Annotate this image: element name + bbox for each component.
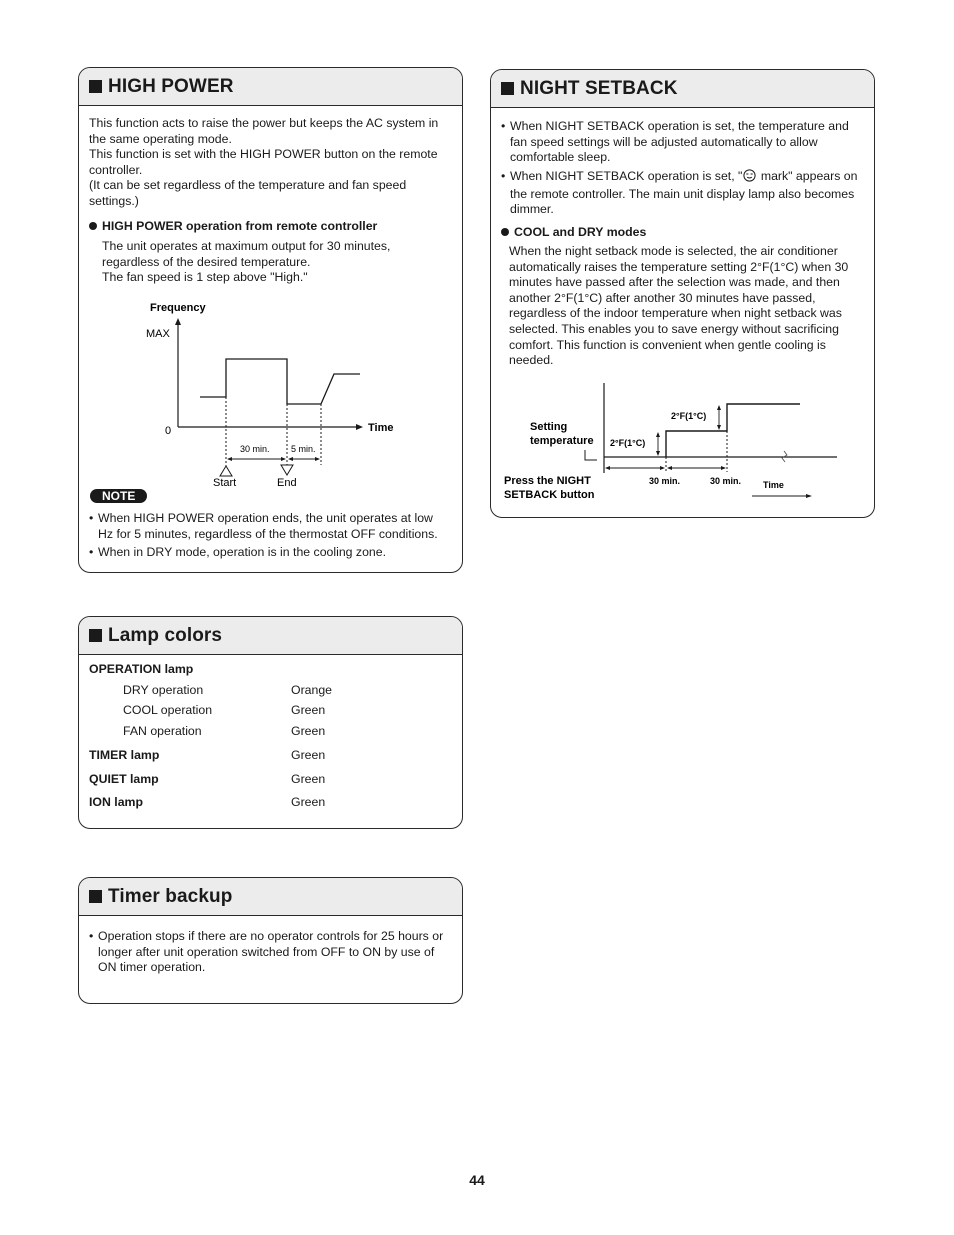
step1-up-arrowhead-icon xyxy=(656,432,660,437)
square-bullet-icon xyxy=(89,629,102,642)
note-badge: NOTE xyxy=(90,489,147,503)
setting-label-1: Setting xyxy=(530,421,568,433)
dur2-right-arrowhead-icon xyxy=(721,466,726,470)
bullet-icon: • xyxy=(89,545,94,559)
night-setback-header xyxy=(491,70,874,108)
timer-backup-panel xyxy=(78,877,463,1004)
frequency-line xyxy=(200,359,360,404)
chart-end-label: End xyxy=(277,477,297,489)
time-arrowhead-icon xyxy=(806,494,812,498)
chart-dur1: 30 min. xyxy=(240,444,270,454)
night-subtext: When the night setback mode is selected, the air conditioner automatically raises the temperature setting 2°F(1°C) when 30 minutes have passed after the selection was made, and then another 2°F(1°C) after another 30 minutes have passed, regardless of the indoor temperature when night setback was selected. This enables you to save energy without sacrificing comfort. This function is convenient when gentle cooling is needed. xyxy=(509,244,849,368)
setting-pointer xyxy=(585,450,597,460)
press-label-1: Press the NIGHT xyxy=(504,475,591,487)
setting-label-2: temperature xyxy=(530,435,594,447)
timer-backup-bullet: • Operation stops if there are no operator controls for 25 hours or longer after unit operation switched from OFF to ON by use of ON timer operation. xyxy=(89,929,444,975)
lamp-row-color: Green xyxy=(291,748,326,762)
lamp-row-label: TIMER lamp xyxy=(89,748,160,762)
round-bullet-icon xyxy=(89,222,97,230)
night-setback-panel xyxy=(490,69,875,518)
bullet-icon: • xyxy=(89,929,94,943)
timer-backup-title: Timer backup xyxy=(108,885,233,907)
step2-up-arrowhead-icon xyxy=(717,405,721,410)
lamp-row-label: QUIET lamp xyxy=(89,772,159,786)
note-item-1: • When HIGH POWER operation ends, the unit operates at low Hz for 5 minutes, regardless of the thermostat OFF conditions. xyxy=(89,511,438,541)
high-power-subtext: The unit operates at maximum output for 30 minutes, regardless of the desired temperature. The fan speed is 1 step above "High." xyxy=(102,239,391,285)
lamp-row-label: FAN operation xyxy=(123,724,202,738)
high-power-title: HIGH POWER xyxy=(108,75,234,97)
night-setback-title: NIGHT SETBACK xyxy=(520,77,678,99)
lamp-row-label: DRY operation xyxy=(123,683,204,697)
end-triangle-icon xyxy=(281,465,293,475)
lamp-row-color: Green xyxy=(291,795,326,809)
dur2-label: 30 min. xyxy=(710,476,742,486)
lamp-colors-header xyxy=(79,617,462,655)
chart-max-label: MAX xyxy=(146,328,170,340)
high-power-header xyxy=(79,68,462,106)
lamp-row-label: COOL operation xyxy=(123,703,213,717)
x-axis-arrow-icon xyxy=(356,424,363,430)
square-bullet-icon xyxy=(501,82,514,95)
high-power-subheading: HIGH POWER operation from remote controller xyxy=(89,219,454,235)
step1-down-arrowhead-icon xyxy=(656,451,660,456)
round-bullet-icon xyxy=(501,228,509,236)
high-power-intro: This function acts to raise the power but keeps the AC system in the same operating mode. This function is set with the HIGH POWER button on the remote controller. (It can be set regardless of the temperature and fan speed settings.) xyxy=(89,116,439,208)
lamp-colors-panel xyxy=(78,616,463,829)
page-number: 44 xyxy=(469,1172,485,1188)
chart-x-title: Time xyxy=(368,422,394,434)
bullet-icon: • xyxy=(501,119,506,133)
dur2-right-arrowhead-icon xyxy=(315,457,320,461)
chart-start-label: Start xyxy=(213,477,237,489)
dur1-right-arrowhead-icon xyxy=(660,466,665,470)
time-label: Time xyxy=(763,480,784,490)
sleep-face-icon xyxy=(743,169,756,187)
night-subheading: COOL and DRY modes xyxy=(501,225,866,241)
chart-zero-label: 0 xyxy=(165,425,172,437)
lamp-row-color: Green xyxy=(291,772,326,786)
square-bullet-icon xyxy=(89,890,102,903)
press-label-2: SETBACK button xyxy=(504,489,595,501)
high-power-panel xyxy=(78,67,463,573)
dur2-left-arrowhead-icon xyxy=(667,466,672,470)
dur1-left-arrowhead-icon xyxy=(227,457,232,461)
lamp-row-label: ION lamp xyxy=(89,795,143,809)
square-bullet-icon xyxy=(89,80,102,93)
dur1-right-arrowhead-icon xyxy=(281,457,286,461)
dur2-left-arrowhead-icon xyxy=(288,457,293,461)
lamp-row-color: Green xyxy=(291,724,326,738)
bullet-icon: • xyxy=(89,511,94,525)
step1-label: 2°F(1°C) xyxy=(610,438,646,448)
chart-y-title: Frequency xyxy=(150,302,206,314)
night-bullet-1: • When NIGHT SETBACK operation is set, the temperature and fan speed settings will be adjusted automatically to allow comfortable sleep. xyxy=(501,119,849,165)
night-setback-chart xyxy=(491,375,875,515)
operation-lamp-label: OPERATION lamp xyxy=(89,662,194,676)
step2-label: 2°F(1°C) xyxy=(671,411,707,421)
bullet-icon: • xyxy=(501,169,506,183)
start-triangle-icon xyxy=(220,466,232,476)
timer-backup-header xyxy=(79,878,462,916)
lamp-row-color: Green xyxy=(291,703,326,717)
lamp-colors-title: Lamp colors xyxy=(108,624,223,646)
chart-dur2: 5 min. xyxy=(291,444,316,454)
dur1-left-arrowhead-icon xyxy=(605,466,610,470)
y-axis-arrow-icon xyxy=(175,318,181,325)
note-item-2: • When in DRY mode, operation is in the cooling zone. xyxy=(89,545,387,559)
dur1-label: 30 min. xyxy=(649,476,681,486)
night-bullet-2: • When NIGHT SETBACK operation is set, " mark" appears on the remote controller. The main unit display lamp also becomes dimmer. xyxy=(501,169,858,217)
lamp-row-color: Orange xyxy=(291,683,333,697)
step2-down-arrowhead-icon xyxy=(717,425,721,430)
high-power-chart xyxy=(79,293,463,493)
